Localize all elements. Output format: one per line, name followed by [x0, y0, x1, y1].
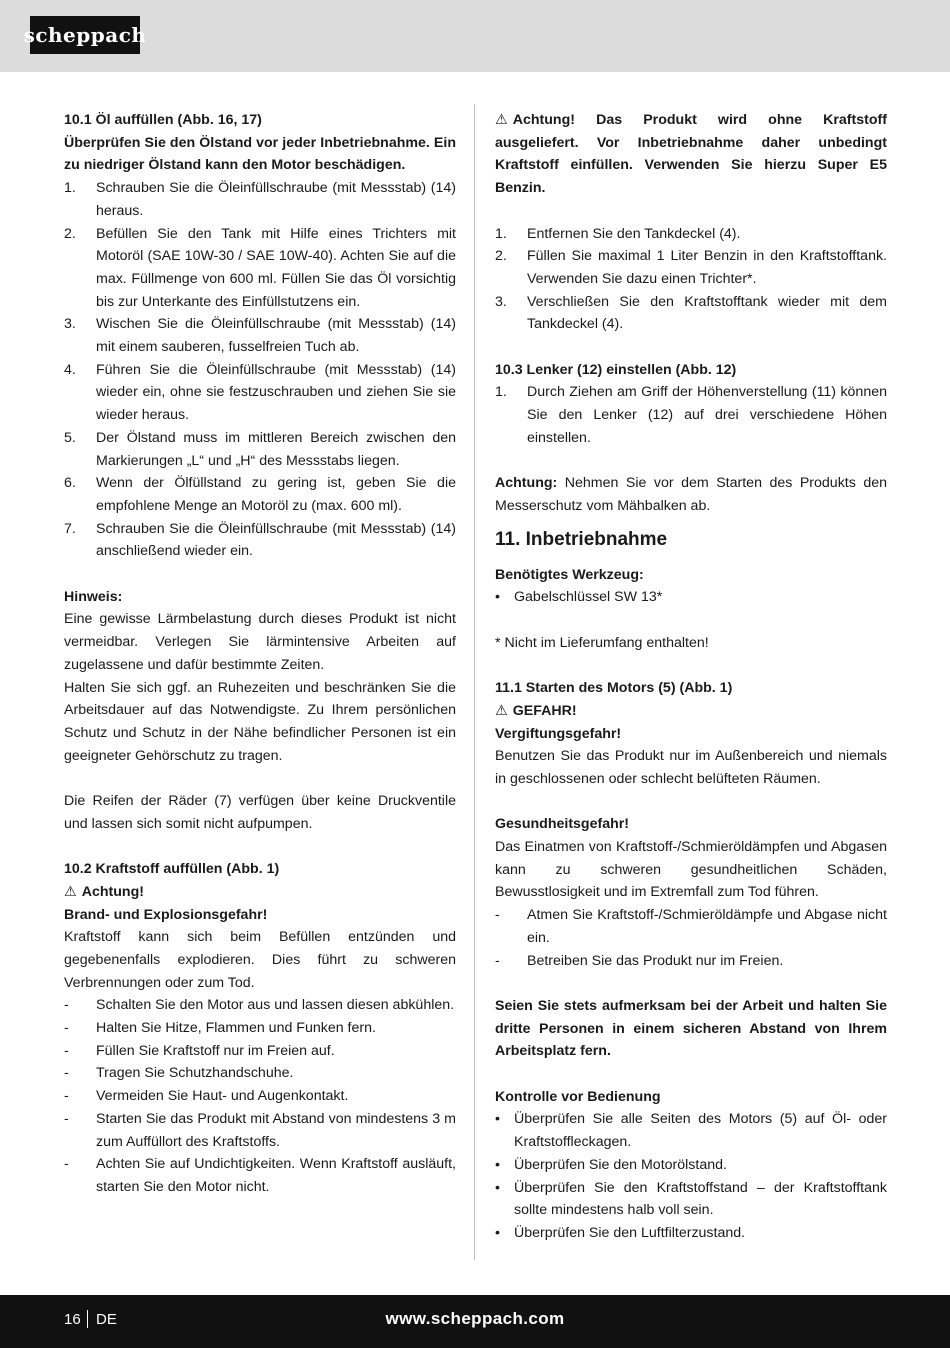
list-item-text: Schrauben Sie die Öleinfüllschraube (mit Messstab) (14) anschließend wieder ein. [96, 520, 456, 560]
list-item [495, 586, 887, 609]
list-item [64, 1062, 456, 1085]
list-marker: 1. [495, 384, 507, 401]
list-item [495, 1222, 887, 1245]
list-item [64, 1085, 456, 1108]
list-marker: - [64, 1110, 69, 1127]
list-marker: - [64, 1042, 69, 1059]
list-marker: 1. [495, 225, 507, 242]
health-hazard-list [495, 904, 887, 972]
section-10-3-title: 10.3 Lenker (12) einstellen (Abb. 12) [495, 361, 737, 378]
list-item-text: Durch Ziehen am Griff der Höhenverstellung (11) können Sie den Lenker (12) auf drei verschiedene Höhen einstellen. [527, 384, 887, 446]
list-item [64, 518, 456, 563]
list-item-text: Der Ölstand muss im mittleren Bereich zwischen den Markierungen „L“ und „H“ des Messstabs liegen. [96, 429, 456, 469]
footer-band [0, 1295, 950, 1348]
warning-triangle-icon: ⚠ [495, 702, 508, 719]
list-item [495, 1177, 887, 1222]
left-column [64, 109, 456, 1199]
danger-label: GEFAHR! [512, 702, 577, 719]
list-item [495, 1154, 887, 1177]
tyres-paragraph: Die Reifen der Räder (7) verfügen über keine Druckventile und lassen sich somit nicht aufpumpen. [64, 793, 456, 832]
column-divider [474, 104, 475, 1260]
list-marker: 7. [64, 520, 76, 537]
list-item [495, 223, 887, 246]
fuel-steps-list [495, 223, 887, 337]
blade-guard-label: Achtung: [495, 475, 558, 492]
list-item [495, 904, 887, 949]
list-item [64, 472, 456, 517]
list-marker: 3. [64, 316, 76, 333]
list-marker: 6. [64, 475, 76, 492]
list-item [64, 1017, 456, 1040]
list-item [64, 427, 456, 472]
list-item-text: Halten Sie Hitze, Flammen und Funken fern. [96, 1020, 376, 1037]
list-item-text: Starten Sie das Produkt mit Abstand von mindestens 3 m zum Auffüllort des Kraftstoffs. [96, 1110, 456, 1150]
section-10-2-warning [64, 881, 456, 904]
list-item-text: Führen Sie die Öleinfüllschraube (mit Messstab) (14) wieder ein, ohne sie festzuschrauben und ziehen Sie sie wieder heraus. [96, 361, 456, 424]
poison-hazard-title: Vergiftungsgefahr! [495, 725, 622, 742]
list-item-text: Tragen Sie Schutzhandschuhe. [96, 1065, 294, 1082]
hinweis-paragraph-2: Halten Sie sich ggf. an Ruhezeiten und beschränken Sie die Arbeitsdauer auf das Notwendigste. Zu Ihrem persönlichen Schutz und Schutz in der Nähe befindlicher Personen ist ein geeigneter Gehörschutz zu tragen. [64, 679, 456, 764]
list-item-text: Schrauben Sie die Öleinfüllschraube (mit Messstab) (14) heraus. [96, 180, 456, 219]
brand-logo: scheppach [30, 16, 140, 54]
list-item-text: Wischen Sie die Öleinfüllschraube (mit Messstab) (14) mit einem sauberen, fusselfreien Tuch ab. [96, 316, 456, 356]
list-item-text: Schalten Sie den Motor aus und lassen diesen abkühlen. [96, 997, 455, 1014]
list-marker: - [495, 907, 500, 924]
list-item-text: Atmen Sie Kraftstoff-/Schmieröldämpfe und Abgase nicht ein. [527, 907, 887, 946]
list-item-text: Befüllen Sie den Tank mit Hilfe eines Trichters mit Motoröl (SAE 10W-30 / SAE 10W-40). Achten Sie auf die max. Füllmenge von 600 ml. Füllen Sie das Öl vorsichtig bis zur Unterkante des Einfüllstutzens ein. [96, 225, 456, 310]
list-marker: • [495, 1179, 500, 1196]
footer-website-link[interactable]: www.scheppach.com [385, 1309, 565, 1328]
list-item [495, 291, 887, 336]
list-marker: 2. [495, 248, 507, 265]
list-item [64, 177, 456, 222]
list-item-text: Achten Sie auf Undichtigkeiten. Wenn Kraftstoff ausläuft, starten Sie den Motor nicht. [96, 1156, 456, 1195]
list-marker: - [64, 997, 69, 1014]
list-item-text: Betreiben Sie das Produkt nur im Freien. [527, 952, 784, 969]
list-marker: 3. [495, 293, 507, 310]
section-10-1-title: 10.1 Öl auffüllen (Abb. 16, 17) [64, 112, 262, 128]
list-marker: 1. [64, 180, 76, 197]
list-marker: • [495, 1224, 500, 1241]
page-number: 16 [64, 1311, 81, 1328]
blade-guard-text: Nehmen Sie vor dem Starten des Produkts den Messerschutz vom Mähbalken ab. [495, 475, 887, 514]
list-item-text: Verschließen Sie den Kraftstofftank wieder mit dem Tankdeckel (4). [527, 293, 887, 333]
list-item [64, 1040, 456, 1063]
list-marker: - [64, 1065, 69, 1082]
section-10-1-intro: Überprüfen Sie den Ölstand vor jeder Inbetriebnahme. Ein zu niedriger Ölstand kann den Motor beschädigen. [64, 134, 456, 174]
warning-triangle-icon: ⚠ [64, 883, 77, 900]
list-marker: • [495, 589, 500, 606]
list-marker: 5. [64, 429, 76, 446]
tools-list [495, 586, 887, 609]
list-marker: - [64, 1020, 69, 1037]
list-item [64, 994, 456, 1017]
list-marker: - [64, 1156, 69, 1173]
control-checklist [495, 1108, 887, 1244]
list-marker: - [495, 952, 500, 969]
section-10-2-title: 10.2 Kraftstoff auffüllen (Abb. 1) [64, 861, 280, 878]
list-item [495, 381, 887, 449]
list-item-text: Überprüfen Sie den Luftfilterzustand. [514, 1224, 746, 1241]
list-item [495, 950, 887, 973]
fire-hazard-text: Kraftstoff kann sich beim Befüllen entzünden und gegebenenfalls explodieren. Dies führt zu schweren Verbrennungen oder zum Tod. [64, 929, 456, 991]
health-hazard-title: Gesundheitsgefahr! [495, 816, 630, 833]
attention-notice: Seien Sie stets aufmerksam bei der Arbeit und halten Sie dritte Personen in einem sicheren Abstand von Ihrem Arbeitsplatz fern. [495, 997, 887, 1060]
danger-warning [495, 700, 887, 723]
list-item [64, 223, 456, 314]
list-item [64, 313, 456, 358]
list-marker: • [495, 1156, 500, 1173]
handlebar-steps-list [495, 381, 887, 449]
list-item-text: Vermeiden Sie Haut- und Augenkontakt. [96, 1088, 349, 1105]
hinweis-title: Hinweis: [64, 588, 123, 605]
list-item-text: Überprüfen Sie den Motorölstand. [514, 1156, 727, 1173]
list-item-text: Wenn der Ölfüllstand zu gering ist, geben Sie die empfohlene Menge an Motoröl zu (max. 600 ml). [96, 475, 456, 514]
list-item [495, 245, 887, 290]
section-11-heading: 11. Inbetriebnahme [495, 528, 668, 550]
list-item-text: Überprüfen Sie den Kraftstoffstand – der Kraftstofftank sollte mindestens halb voll sein. [514, 1179, 887, 1219]
fuel-warning-text: Achtung! Das Produkt wird ohne Kraftstoff ausgeliefert. Vor Inbetriebnahme daher unbedingt Kraftstoff einfüllen. Verwenden Sie hierzu Super E5 Benzin. [495, 112, 887, 197]
header-band [0, 0, 950, 72]
list-marker: 2. [64, 225, 76, 242]
list-item-text: Füllen Sie Kraftstoff nur im Freien auf. [96, 1042, 335, 1059]
tools-title: Benötigtes Werkzeug: [495, 566, 644, 583]
fuel-safety-list [64, 994, 456, 1198]
page-language: DE [96, 1311, 117, 1328]
list-item [64, 1153, 456, 1198]
section-11-1-title: 11.1 Starten des Motors (5) (Abb. 1) [495, 680, 733, 697]
control-title: Kontrolle vor Bedienung [495, 1088, 661, 1105]
hinweis-paragraph-1: Eine gewisse Lärmbelastung durch dieses Produkt ist nicht vermeidbar. Verlegen Sie lärmintensive Arbeiten auf zugelassene und dafür bestimmte Zeiten. [64, 611, 456, 673]
footnote: * Nicht im Lieferumfang enthalten! [495, 634, 709, 651]
list-item [64, 1108, 456, 1153]
list-marker: - [64, 1088, 69, 1105]
list-item [495, 1108, 887, 1153]
fire-hazard-title: Brand- und Explosionsgefahr! [64, 906, 268, 923]
list-marker: 4. [64, 361, 76, 378]
list-item-text: Gabelschlüssel SW 13* [514, 589, 663, 606]
oil-steps-list [64, 177, 456, 563]
right-column [495, 109, 887, 1245]
list-item [64, 359, 456, 427]
blade-guard-note [495, 472, 887, 517]
warning-triangle-icon: ⚠ [495, 112, 508, 128]
list-item-text: Entfernen Sie den Tankdeckel (4). [527, 225, 741, 242]
health-hazard-text: Das Einatmen von Kraftstoff-/Schmieröldämpfen und Abgasen kann zu schweren gesundheitlichen Schäden, Bewusstlosigkeit und im Extremfall zum Tod führen. [495, 839, 887, 901]
list-item-text: Füllen Sie maximal 1 Liter Benzin in den Kraftstofftank. Verwenden Sie dazu einen Trichter*. [527, 248, 887, 287]
list-marker: • [495, 1111, 500, 1128]
warning-label: Achtung! [81, 883, 144, 900]
poison-hazard-text: Benutzen Sie das Produkt nur im Außenbereich und niemals in geschlossenen oder schlecht belüfteten Räumen. [495, 748, 887, 787]
fuel-warning [495, 109, 887, 200]
list-item-text: Überprüfen Sie alle Seiten des Motors (5) auf Öl- oder Kraftstoffleckagen. [514, 1111, 887, 1151]
